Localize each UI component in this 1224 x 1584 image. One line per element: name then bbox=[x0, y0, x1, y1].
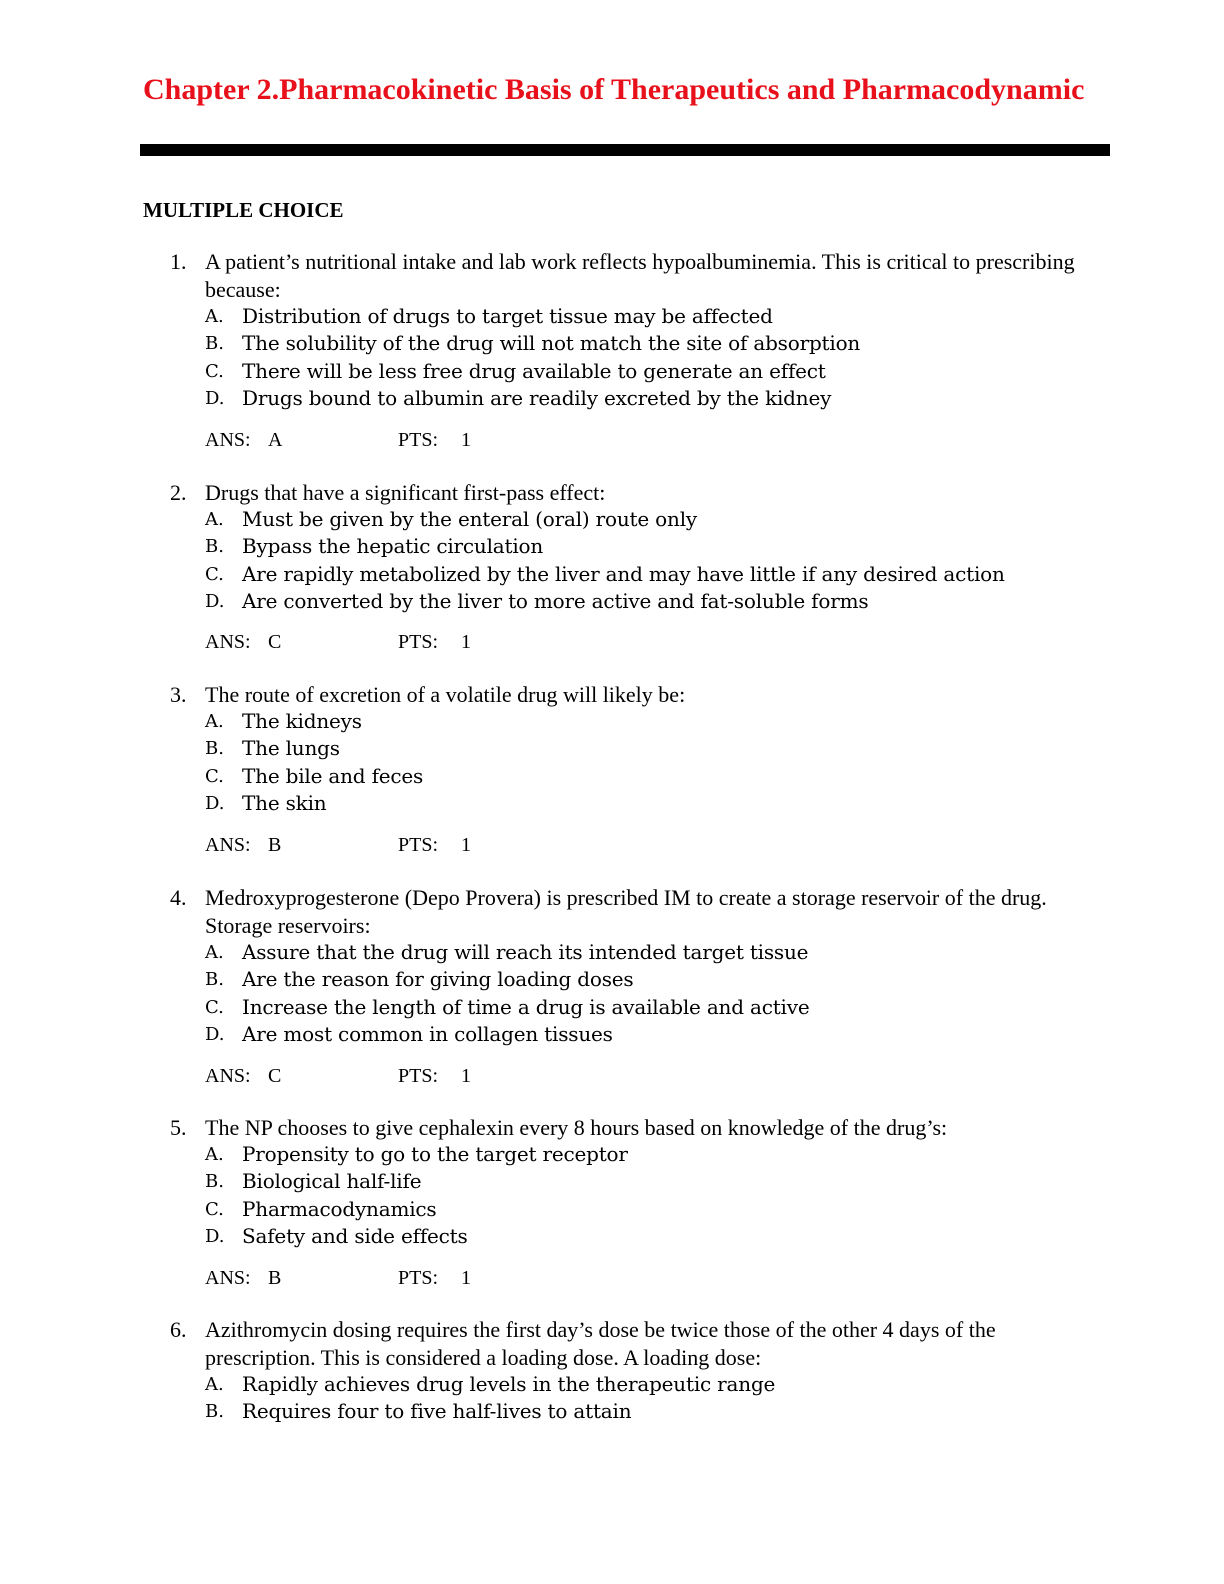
option-text: Assure that the drug will reach its intended target tissue bbox=[242, 940, 809, 964]
option-letter: B. bbox=[205, 333, 224, 355]
answer-row bbox=[205, 427, 605, 453]
option-text: Safety and side effects bbox=[242, 1224, 468, 1249]
answer-label: ANS: bbox=[205, 1065, 251, 1087]
option-text: Are most common in collagen tissues bbox=[242, 1022, 613, 1047]
option-text: Bypass the hepatic circulation bbox=[242, 534, 544, 559]
points-value: 1 bbox=[461, 1065, 471, 1087]
points-value: 1 bbox=[461, 834, 471, 856]
option-letter: B. bbox=[205, 1171, 224, 1193]
option-letter: C. bbox=[205, 563, 224, 585]
option-d bbox=[205, 1223, 1105, 1250]
option-text: Requires four to five half-lives to attain bbox=[242, 1399, 632, 1424]
option-list bbox=[205, 506, 1105, 616]
option-letter: A. bbox=[205, 711, 224, 732]
answer-label: ANS: bbox=[205, 834, 251, 856]
option-list bbox=[205, 708, 1105, 818]
option-text: Are the reason for giving loading doses bbox=[242, 967, 634, 992]
option-text: Are converted by the liver to more active and fat-soluble forms bbox=[242, 589, 869, 614]
option-c bbox=[205, 358, 1105, 385]
title-rule bbox=[140, 144, 1110, 156]
answer-value: C bbox=[268, 631, 282, 653]
option-letter: A. bbox=[205, 942, 224, 963]
points-value: 1 bbox=[461, 1267, 471, 1289]
answer-label: ANS: bbox=[205, 631, 251, 653]
points-value: 1 bbox=[461, 429, 471, 451]
option-letter: A. bbox=[205, 306, 224, 327]
option-list bbox=[205, 303, 1105, 413]
points-label: PTS: bbox=[398, 1267, 439, 1289]
question-number: 5. bbox=[170, 1115, 187, 1140]
question-text: The route of excretion of a volatile drug will likely be: bbox=[205, 682, 686, 707]
points-label: PTS: bbox=[398, 834, 439, 856]
option-list bbox=[205, 1371, 1105, 1426]
option-a bbox=[205, 939, 1105, 966]
option-b bbox=[205, 330, 1105, 357]
section-heading: MULTIPLE CHOICE bbox=[143, 198, 344, 222]
option-text: Rapidly achieves drug levels in the therapeutic range bbox=[242, 1372, 776, 1396]
points-label: PTS: bbox=[398, 631, 439, 653]
option-letter: B. bbox=[205, 1401, 224, 1423]
question-text: Drugs that have a significant first-pass effect: bbox=[205, 480, 606, 505]
option-a bbox=[205, 506, 1105, 533]
option-letter: C. bbox=[205, 765, 224, 787]
points-label: PTS: bbox=[398, 429, 439, 451]
option-text: The skin bbox=[242, 791, 327, 816]
option-letter: C. bbox=[205, 360, 224, 382]
option-text: Must be given by the enteral (oral) route only bbox=[242, 507, 697, 531]
question-number: 6. bbox=[170, 1317, 187, 1342]
option-c bbox=[205, 561, 1105, 588]
option-b bbox=[205, 533, 1105, 560]
option-list bbox=[205, 1141, 1105, 1251]
option-text: Increase the length of time a drug is available and active bbox=[242, 994, 810, 1019]
option-c bbox=[205, 763, 1105, 790]
option-letter: D. bbox=[205, 1024, 225, 1046]
option-b bbox=[205, 966, 1105, 993]
option-a bbox=[205, 1371, 1105, 1398]
option-a bbox=[205, 303, 1105, 330]
option-letter: B. bbox=[205, 969, 224, 991]
option-letter: C. bbox=[205, 1198, 224, 1220]
question-number: 3. bbox=[170, 682, 187, 707]
option-text: There will be less free drug available to generate an effect bbox=[242, 358, 826, 383]
option-letter: A. bbox=[205, 509, 224, 530]
option-letter: D. bbox=[205, 388, 225, 410]
option-text: Drugs bound to albumin are readily excreted by the kidney bbox=[242, 386, 832, 411]
option-letter: D. bbox=[205, 591, 225, 613]
answer-value: C bbox=[268, 1065, 282, 1087]
option-letter: A. bbox=[205, 1144, 224, 1165]
option-c bbox=[205, 994, 1105, 1021]
question-text: A patient’s nutritional intake and lab work reflects hypoalbuminemia. This is critical to prescribing because: bbox=[205, 249, 1075, 302]
answer-row bbox=[205, 832, 605, 858]
question-text: Azithromycin dosing requires the first day’s dose be twice those of the other 4 days of the prescription. This is considered a loading dose. A loading dose: bbox=[205, 1317, 996, 1370]
option-text: Biological half-life bbox=[242, 1169, 422, 1194]
option-letter: C. bbox=[205, 996, 224, 1018]
option-letter: B. bbox=[205, 738, 224, 760]
option-text: The kidneys bbox=[242, 709, 362, 733]
option-c bbox=[205, 1196, 1105, 1223]
answer-value: B bbox=[268, 1267, 282, 1289]
option-d bbox=[205, 1021, 1105, 1048]
option-d bbox=[205, 790, 1105, 817]
points-value: 1 bbox=[461, 631, 471, 653]
question-text: The NP chooses to give cephalexin every 8 hours based on knowledge of the drug’s: bbox=[205, 1115, 948, 1140]
option-list bbox=[205, 939, 1105, 1049]
option-b bbox=[205, 1168, 1105, 1195]
answer-label: ANS: bbox=[205, 429, 251, 451]
chapter-title: Chapter 2.Pharmacokinetic Basis of Therapeutics and Pharmacodynamic bbox=[143, 73, 1085, 106]
option-b bbox=[205, 735, 1105, 762]
option-text: Pharmacodynamics bbox=[242, 1196, 437, 1221]
option-d bbox=[205, 385, 1105, 412]
question-number: 2. bbox=[170, 480, 187, 505]
option-a bbox=[205, 708, 1105, 735]
question-number: 4. bbox=[170, 885, 187, 910]
option-text: The solubility of the drug will not match the site of absorption bbox=[242, 331, 861, 356]
answer-value: A bbox=[268, 429, 283, 451]
points-label: PTS: bbox=[398, 1065, 439, 1087]
option-letter: D. bbox=[205, 1226, 225, 1248]
answer-label: ANS: bbox=[205, 1267, 251, 1289]
option-text: Distribution of drugs to target tissue may be affected bbox=[242, 304, 773, 328]
option-text: The bile and feces bbox=[242, 763, 424, 788]
option-d bbox=[205, 588, 1105, 615]
answer-row bbox=[205, 629, 605, 655]
question-number: 1. bbox=[170, 249, 187, 274]
option-a bbox=[205, 1141, 1105, 1168]
answer-row bbox=[205, 1063, 605, 1089]
option-b bbox=[205, 1398, 1105, 1425]
option-letter: D. bbox=[205, 793, 225, 815]
option-letter: A. bbox=[205, 1374, 224, 1395]
answer-row bbox=[205, 1265, 605, 1291]
option-text: Are rapidly metabolized by the liver and may have little if any desired action bbox=[242, 561, 1005, 586]
option-letter: B. bbox=[205, 536, 224, 558]
answer-value: B bbox=[268, 834, 282, 856]
option-text: The lungs bbox=[242, 736, 340, 761]
option-text: Propensity to go to the target receptor bbox=[242, 1142, 628, 1166]
question-text: Medroxyprogesterone (Depo Provera) is prescribed IM to create a storage reservoir of the drug. Storage reservoirs: bbox=[205, 885, 1047, 938]
